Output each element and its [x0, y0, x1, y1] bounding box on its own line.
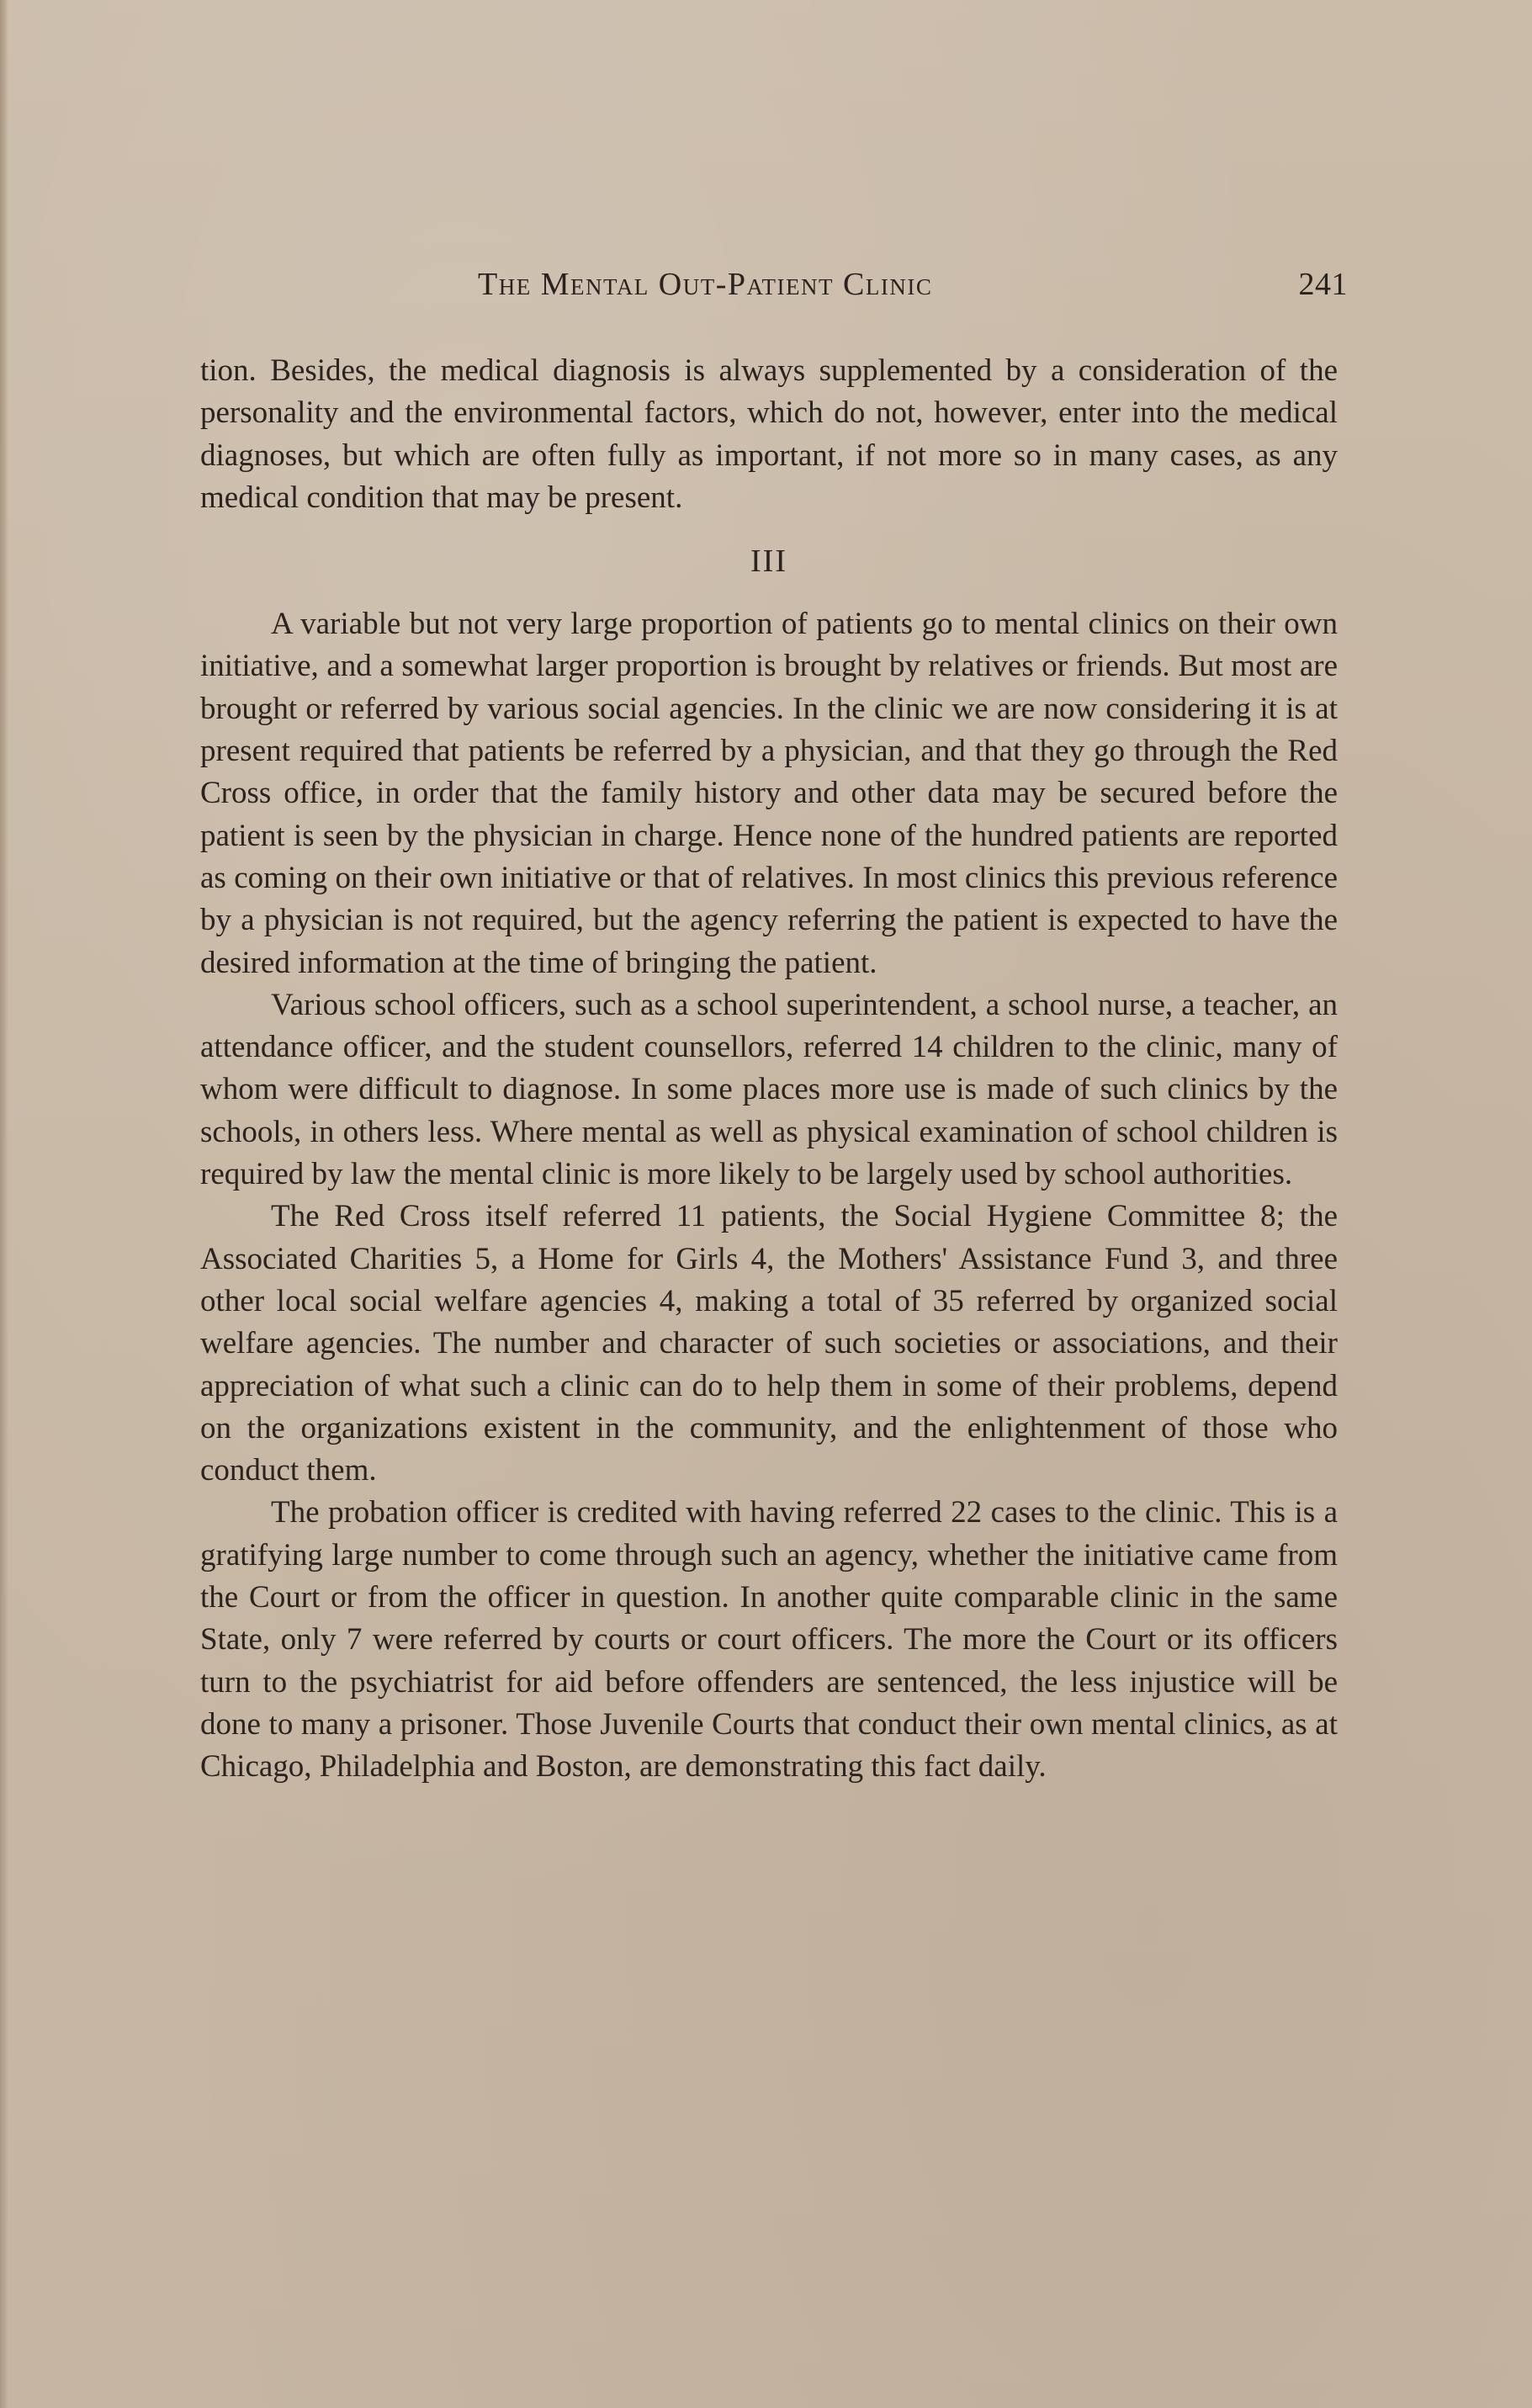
page-edge-shadow	[0, 0, 8, 2408]
paragraph: Various school officers, such as a school superintendent, a school nurse, a teacher, an attendance officer, and the student counsellors, referred 14 children to the clinic, many of whom were difficult to diagnose. In some places more use is made of such clinics by the schools, in others less. Where mental as well as physical examination of school children is required by law the mental clinic is more likely to be largely used by school authorities.	[200, 987, 1338, 1192]
paragraph: The probation officer is credited with having referred 22 cases to the clinic. This is a gratifying large number to come through such an agency, whether the initiative came from the Court or from the officer in question. In another quite comparable clinic in the same State, only 7 were referred by courts or court officers. The more the Court or its officers turn to the psychiatrist for aid before offenders are sentenced, the less injustice will be done to many a prisoner. Those Juvenile Courts that conduct their own mental clinics, as at Chicago, Philadelphia and Boston, are demonstrating this fact daily.	[200, 1495, 1338, 1785]
paragraph: The Red Cross itself referred 11 patients, the Social Hygiene Committee 8; the Associated Charities 5, a Home for Girls 4, the Mothers' Assistance Fund 3, and three other local social welfare agencies 4, making a total of 35 referred by organized social welfare agencies. The number and character of such societies or associations, and their appreciation of what such a clinic can do to help them in some of their problems, depend on the organizations existent in the community, and the enlightenment of those who conduct them.	[200, 1199, 1338, 1488]
page-header	[200, 266, 1348, 308]
page-body	[200, 350, 1338, 1789]
running-title: The Mental Out-Patient Clinic	[478, 267, 933, 302]
paragraph-continued: tion. Besides, the medical diagnosis is always supplemented by a consideration of the personality and the environmental factors, which do not, however, enter into the medical diagnoses, but which are often fully as important, if not more so in many cases, as any medical condition that may be present.	[200, 353, 1338, 515]
paragraph: A variable but not very large proportion of patients go to mental clinics on their own initiative, and a somewhat larger proportion is brought by relatives or friends. But most are brought or referred by various social agencies. In the clinic we are now considering it is at present required that patients be referred by a physician, and that they go through the Red Cross office, in order that the family history and other data may be secured before the patient is seen by the physician in charge. Hence none of the hundred patients are reported as coming on their own initiative or that of relatives. In most clinics this previous reference by a physician is not required, but the agency referring the patient is expected to have the desired information at the time of bringing the patient.	[200, 607, 1338, 980]
page-number: 241	[1298, 267, 1348, 302]
section-heading: III	[750, 544, 787, 580]
